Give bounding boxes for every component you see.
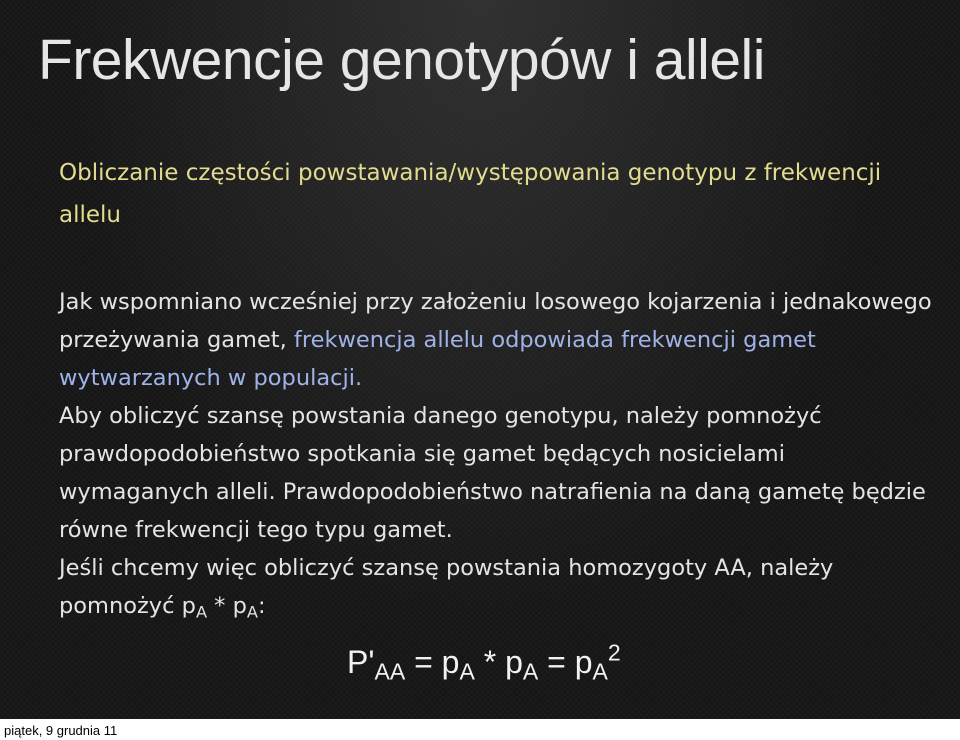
formula-term-pA-first: $p_A$ bbox=[441, 644, 475, 685]
formula-term-pA-squared: $p_A^2$ bbox=[574, 639, 621, 685]
paragraph-random-mating-highlight: frekwencja allelu odpowiada frekwencji gamet wytwarzanych w populacji. bbox=[59, 327, 816, 391]
paragraph-random-mating bbox=[59, 283, 939, 397]
inline-multiply-operator: * bbox=[207, 593, 233, 619]
slide-title: Frekwencje genotypów i alleli bbox=[38, 28, 765, 92]
formula-equals-second: = bbox=[538, 644, 575, 680]
inline-term-pA-second: $p_A$ bbox=[232, 593, 258, 622]
formula-multiply: * bbox=[474, 644, 506, 680]
inline-colon: : bbox=[257, 593, 266, 619]
paragraph-genotype-probability: Aby obliczyć szansę powstania danego genotypu, należy pomnożyć prawdopodobieństwo spotkania się gamet będących nosicielami wymaganych alleli. Prawdopodobieństwo natrafienia na daną gametę będzie równe frekwencji tego typu gamet. bbox=[59, 403, 926, 543]
formula-term-pA-second: $p_A$ bbox=[505, 644, 539, 685]
homozygote-formula bbox=[347, 640, 621, 684]
slide-body bbox=[59, 283, 939, 625]
paragraph-homozygote-text: Jeśli chcemy więc obliczyć szansę powstania homozygoty AA, należy pomnożyć bbox=[59, 555, 834, 619]
formula-lhs: $P'_{AA}$ bbox=[347, 644, 406, 685]
inline-term-pA-first: $p_A$ bbox=[181, 593, 208, 622]
paragraph-random-mating-intro: Jak wspomniano wcześniej przy założeniu losowego kojarzenia i jednakowego przeżywania gamet, bbox=[59, 289, 932, 353]
paragraph-homozygote bbox=[59, 549, 939, 625]
slide-subtitle: Obliczanie częstości powstawania/występowania genotypu z frekwencji allelu bbox=[59, 160, 882, 228]
footer-date: piątek, 9 grudnia 11 bbox=[4, 723, 118, 738]
formula-equals-first: = bbox=[405, 644, 442, 680]
